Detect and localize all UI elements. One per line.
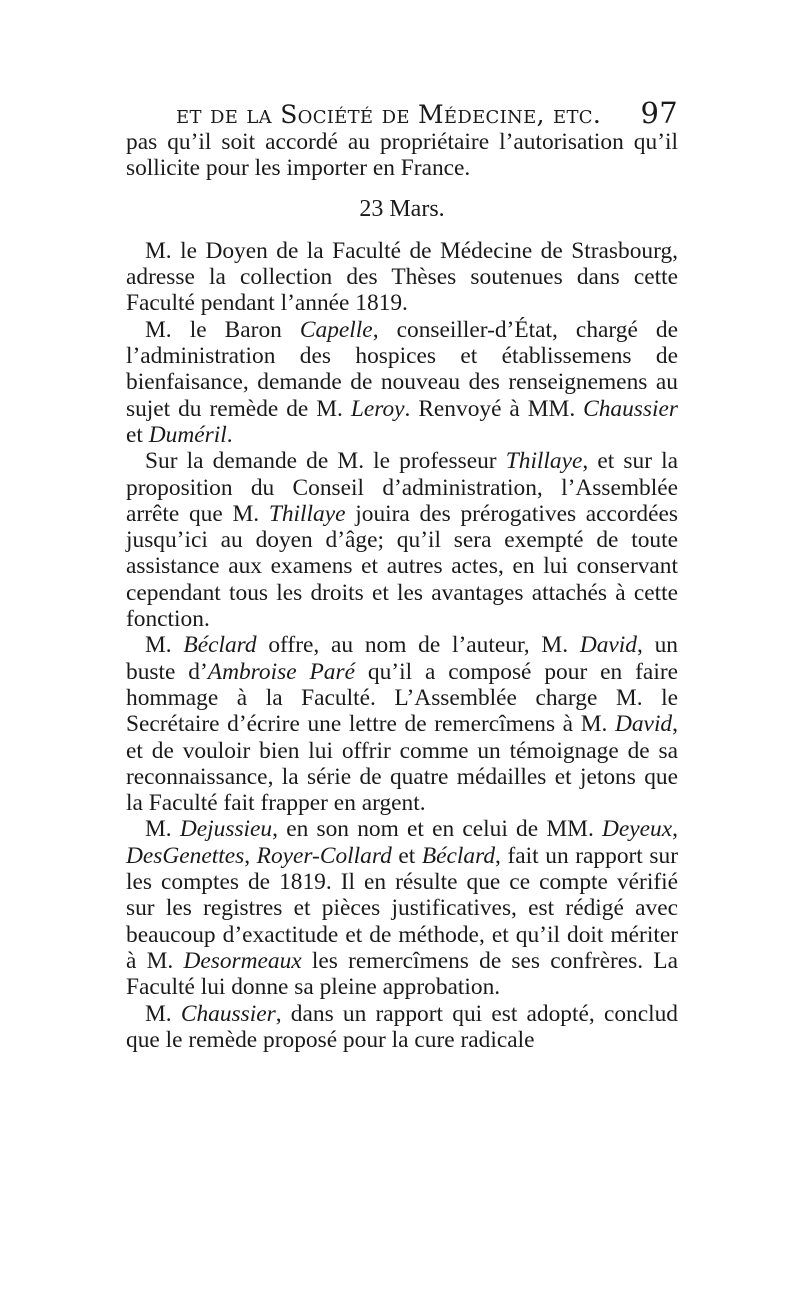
text-run: , en son nom et en celui de MM.: [272, 816, 603, 843]
text-run: , fait un rapport sur les comptes de 1819. Il en résulte que ce compte vérifié sur les registres et pièces justificatives, est rédigé avec beaucoup d’exactitude et de méthode, et qu’il doit mériter à M.: [126, 842, 678, 974]
text-run: M.: [145, 632, 184, 659]
person-name: Dejussieu: [179, 816, 273, 843]
paragraph-capelle: [126, 317, 678, 448]
person-name: David: [614, 711, 673, 738]
paragraph-chaussier-report: [126, 1001, 678, 1054]
person-name: Royer-Collard: [256, 842, 392, 869]
person-name: Thillaye: [268, 500, 346, 527]
person-name: DesGenettes: [126, 842, 245, 869]
text-run: , un buste d’: [126, 632, 678, 685]
running-title: et de la Société de Médecine, etc.: [176, 100, 602, 129]
text-run: offre, au nom de l’auteur, M.: [256, 632, 580, 659]
person-name: Thillaye: [505, 448, 583, 475]
person-name: Duméril: [148, 421, 227, 448]
text-run: qu’il a composé pour en faire hommage à la Faculté. L’Assemblée charge M. le Secrétaire d’écrire une lettre de remercîmens à M.: [126, 658, 678, 738]
person-name: Chaussier: [583, 395, 679, 422]
person-name: Capelle: [299, 316, 373, 343]
person-name: Béclard: [421, 842, 496, 869]
text-run: , conseiller-d’État, chargé de l’administration des hospices et établissemens de bienfaisance, demande de nouveau des renseignemens au sujet du remède de M.: [126, 316, 678, 422]
page-body: [126, 129, 678, 1053]
paragraph-beclard-bust: [126, 632, 678, 816]
text-run: Sur la demande de M. le professeur: [145, 448, 506, 475]
person-name: David: [579, 632, 637, 659]
text-run: et: [391, 842, 422, 869]
text-run: . Renvoyé à MM.: [404, 395, 584, 422]
paragraph-strasbourg-theses: M. le Doyen de la Faculté de Médecine de Strasbourg, adresse la collection des Thèses soutenues dans cette Faculté pendant l’année 1819.: [126, 237, 678, 317]
paragraph-continuation: pas qu’il soit accordé au propriétaire l’autorisation qu’il sollicite pour les importer en France.: [126, 129, 678, 182]
paragraph-dejussieu-accounts: [126, 816, 678, 1000]
paragraph-thillaye: [126, 448, 678, 632]
text-run: et: [126, 421, 149, 448]
page-number: 97: [640, 96, 678, 130]
text-run: ,: [672, 816, 678, 843]
person-name: Deyeux: [602, 816, 673, 843]
person-name: Béclard: [183, 632, 257, 659]
text-run: ,: [244, 842, 257, 869]
person-name: Chaussier: [180, 1000, 276, 1027]
date-heading: 23 Mars.: [359, 195, 445, 222]
text-run: les remercîmens de ses confrères. La Faculté lui donne sa pleine approbation.: [126, 947, 678, 1001]
text-run: , dans un rapport qui est adopté, conclud que le remède proposé pour la cure radicale: [126, 1000, 678, 1053]
text-run: , et sur la proposition du Conseil d’administration, l’Assemblée arrête que M.: [126, 448, 678, 527]
text-run: M.: [145, 816, 180, 843]
person-name: Leroy: [350, 395, 405, 422]
text-run: .: [226, 421, 233, 448]
text-run: M. le Baron: [145, 316, 300, 343]
person-name: Desormeaux: [183, 947, 302, 974]
text-run: M.: [145, 1000, 181, 1027]
person-name: Ambroise Paré: [207, 658, 355, 685]
text-run: , et de vouloir bien lui offrir comme un témoignage de sa reconnaissance, la série de quatre médailles et jetons que la Faculté fait frapper en argent.: [126, 711, 678, 817]
text-run: jouira des prérogatives accordées jusqu’ici au doyen d’âge; qu’il sera exempté de toute assistance aux examens et autres actes, en lui conservant cependant tous les droits et les avantages attachés à cette fonction.: [126, 500, 678, 633]
